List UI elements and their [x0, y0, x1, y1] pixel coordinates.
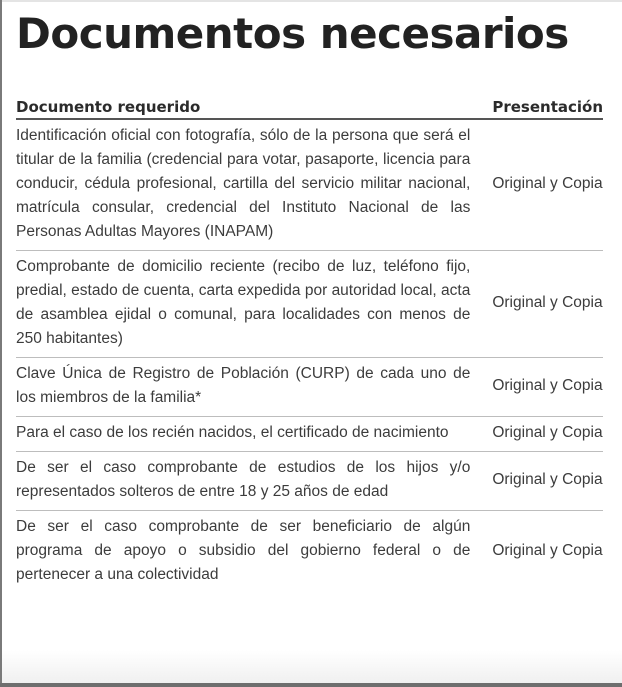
table-row: [16, 417, 603, 452]
table-row: [16, 119, 603, 251]
document-cell: Para el caso de los recién nacidos, el certificado de nacimiento: [16, 417, 492, 452]
documents-table: [16, 97, 603, 593]
table-row: [16, 452, 603, 511]
presentation-cell: Original y Copia: [492, 119, 603, 251]
frame-top-border: [0, 0, 622, 2]
table-row: [16, 511, 603, 594]
page-title: Documentos necesarios: [16, 9, 569, 58]
document-cell: Comprobante de domicilio reciente (recibo de luz, teléfono fijo, predial, estado de cuenta, carta expedida por autoridad local, acta de asamblea ejidal o comunal, para localidades con menos de 250 habitantes): [16, 251, 492, 358]
presentation-cell: Original y Copia: [492, 417, 603, 452]
presentation-cell: Original y Copia: [492, 452, 603, 511]
document-cell: Clave Única de Registro de Población (CURP) de cada uno de los miembros de la familia*: [16, 358, 492, 417]
frame-left-border: [0, 0, 2, 687]
document-cell: De ser el caso comprobante de ser beneficiario de algún programa de apoyo o subsidio del gobierno federal o de pertenecer a una colectividad: [16, 518, 471, 583]
bottom-fade: [2, 650, 622, 683]
table-header-row: [16, 97, 603, 119]
column-header-document: Documento requerido: [16, 97, 492, 119]
document-cell: De ser el caso comprobante de estudios de los hijos y/o representados solteros de entre 18 y 25 años de edad: [16, 452, 492, 511]
column-header-presentation: Presentación: [492, 97, 603, 119]
frame-bottom-border: [0, 683, 622, 687]
document-cell: Identificación oficial con fotografía, sólo de la persona que será el titular de la familia (credencial para votar, pasaporte, licencia para conducir, cédula profesional, cartilla del servicio militar nacional, matrícula consular, credencial del Instituto Nacional de las Personas Adultas Mayores (INAPAM): [16, 119, 492, 251]
table-row: [16, 358, 603, 417]
presentation-cell: Original y Copia: [492, 542, 603, 559]
presentation-cell: Original y Copia: [492, 358, 603, 417]
table-row: [16, 251, 603, 358]
presentation-cell: Original y Copia: [492, 251, 603, 358]
